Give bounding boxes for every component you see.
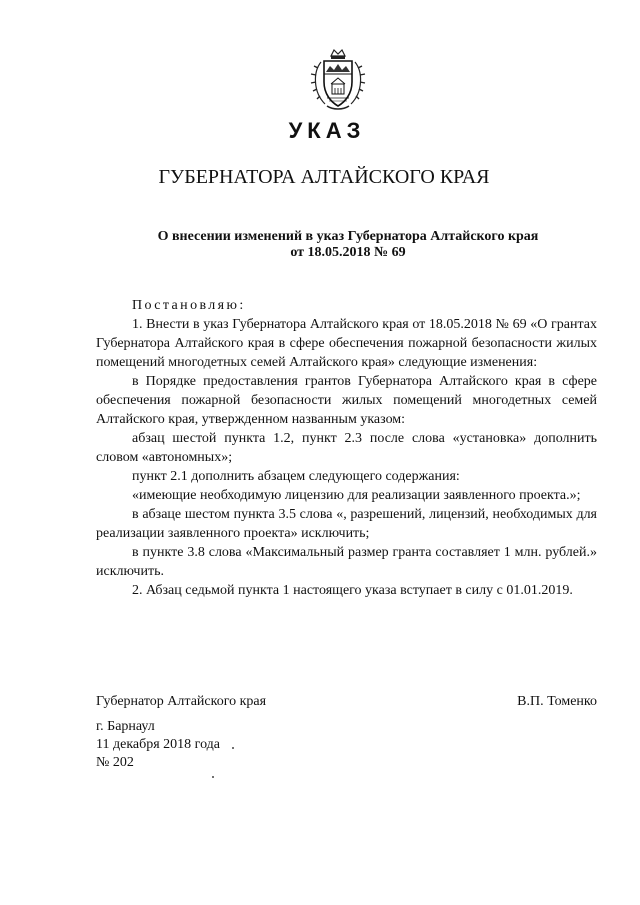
altai-krai-coat-of-arms-icon	[309, 48, 367, 112]
body-paragraph: 1. Внести в указ Губернатора Алтайского края от 18.05.2018 № 69 «О грантах Губернатора Алтайского края в сфере обеспечения пожарной безопасности жилых помещений многодетных семей Алтайского края» следующие изменения:	[96, 317, 597, 370]
document-body	[96, 296, 597, 600]
issue-city: г. Барнаул	[96, 719, 155, 734]
body-paragraph: абзац шестой пункта 1.2, пункт 2.3 после слова «установка» дополнить словом «автономных»;	[96, 431, 597, 465]
subject-line-2: от 18.05.2018 № 69	[290, 245, 406, 260]
document-type-heading: УКАЗ	[288, 118, 366, 143]
body-paragraph: в Порядке предоставления грантов Губернатора Алтайского края в сфере обеспечения пожарной безопасности жилых помещений многодетных семей Алтайского края, утвержденном названным указом:	[96, 374, 597, 427]
body-paragraph: 2. Абзац седьмой пункта 1 настоящего указа вступает в силу с 01.01.2019.	[132, 583, 573, 598]
body-paragraph: «имеющие необходимую лицензию для реализации заявленного проекта.»;	[132, 488, 581, 503]
body-paragraph: в абзаце шестом пункта 3.5 слова «, разрешений, лицензий, необходимых для реализации заявленного проекта» исключить;	[96, 507, 597, 541]
body-paragraph: в пункте 3.8 слова «Максимальный размер гранта составляет 1 млн. рублей.» исключить.	[96, 545, 597, 579]
scan-speck	[232, 747, 234, 749]
document-subject	[118, 229, 578, 261]
issue-details	[96, 718, 220, 772]
signatory-name: В.П. Томенко	[517, 694, 597, 709]
subject-line-1: О внесении изменений в указ Губернатора Алтайского края	[157, 229, 539, 244]
signatory-title: Губернатор Алтайского края	[96, 694, 267, 709]
issue-date: 11 декабря 2018 года	[96, 737, 221, 752]
scan-speck	[212, 776, 214, 778]
body-paragraph: пункт 2.1 дополнить абзацем следующего содержания:	[132, 469, 460, 484]
issuing-authority-heading: ГУБЕРНАТОРА АЛТАЙСКОГО КРАЯ	[158, 166, 490, 188]
issue-number: № 202	[96, 755, 134, 770]
intro-text: Постановляю:	[132, 298, 246, 313]
